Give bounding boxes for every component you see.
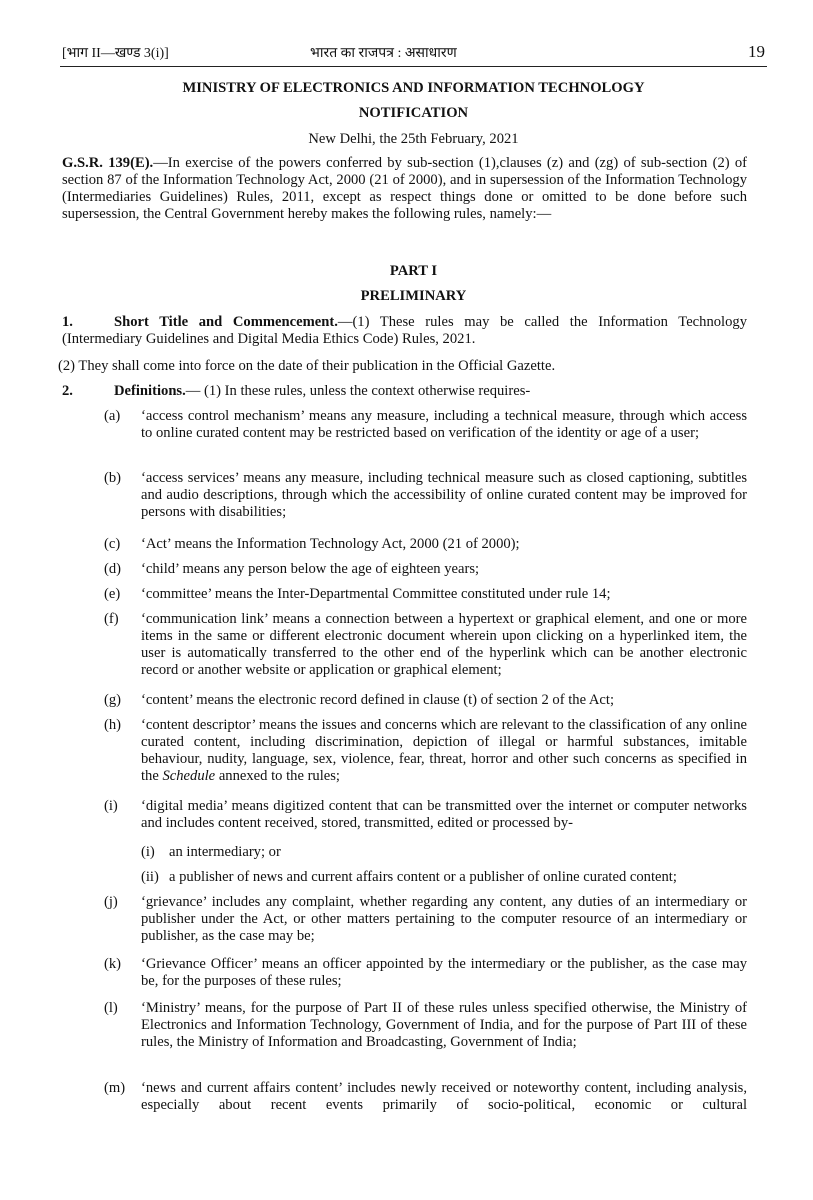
clause-text: ‘content’ means the electronic record defined in clause (t) of section 2 of the Act;: [141, 692, 615, 708]
clause-text: ‘child’ means any person below the age of eighteen years;: [141, 561, 480, 577]
preamble: [62, 155, 747, 223]
part-heading: PART I: [389, 263, 438, 279]
clause-label: (f): [104, 611, 119, 627]
clause-label: (m): [104, 1080, 126, 1096]
clause-text: ‘Ministry’ means, for the purpose of Part II of these rules unless specified otherwise, the Ministry of Electronics and Information Technology, Government of India, and for the purpose of Part III of these rules, the Ministry of Information and Broadcasting, Government of India;: [141, 1000, 747, 1050]
rule-1-text: —(1) These rules may be called the Information Technology (Intermediary Guidelines and Digital Media Ethics Code) Rules, 2021.: [62, 314, 747, 347]
rule-2-text: — (1) In these rules, unless the context otherwise requires-: [185, 383, 531, 399]
subclause-text: an intermediary; or: [169, 844, 281, 860]
notification-title: NOTIFICATION: [358, 105, 469, 121]
rule-2: [114, 383, 799, 400]
clause-label: (l): [104, 1000, 118, 1016]
clause-text-part: ‘content descriptor’ means the issues and concerns which are relevant to the classification of any online curated content, including discrimination, depiction of illegal or harmful substances, imitable behaviour, nudity, language, sex, violence, fear, threat, horror and other such concerns as specified in the: [141, 717, 747, 784]
subclause-label: (ii): [141, 869, 159, 885]
clause-text: ‘digital media’ means digitized content that can be transmitted over the internet or computer networks and includes content received, stored, transmitted, edited or processed by-: [141, 798, 747, 831]
clause-text: ‘Grievance Officer’ means an officer appointed by the intermediary or the publisher, as the case may be, for the purposes of these rules;: [141, 956, 747, 989]
clause-text-part: annexed to the rules;: [215, 768, 340, 784]
clause-label: (i): [104, 798, 118, 814]
header-gazette-title: भारत का राजपत्र : असाधारण: [310, 46, 457, 61]
preamble-text: —In exercise of the powers conferred by sub-section (1),clauses (z) and (zg) of sub-section (2) of section 87 of the Information Technology Act, 2000 (21 of 2000), and in supersession of the Information Technology (Intermediaries Guidelines) Rules, 2011, except as respect things done or omitted to be done before such supersession, the Central Government hereby makes the following rules, namely:—: [62, 155, 748, 222]
clause-text: ‘news and current affairs content’ includes newly received or noteworthy content, including analysis, especially about recent events primarily of socio-political, economic or cultural: [141, 1080, 747, 1113]
rule-1-heading: Short Title and Commencement.: [114, 314, 338, 330]
clause-label: (k): [104, 956, 122, 972]
header-part-section: [भाग II—खण्ड 3(i)]: [62, 46, 169, 61]
dateline: New Delhi, the 25th February, 2021: [308, 131, 519, 147]
ministry-title: MINISTRY OF ELECTRONICS AND INFORMATION TECHNOLOGY: [182, 80, 645, 96]
clause-label: (a): [104, 408, 121, 424]
clause-label: (e): [104, 586, 121, 602]
subclause-label: (i): [141, 844, 155, 860]
clause-label: (g): [104, 692, 122, 708]
subclause-text: a publisher of news and current affairs content or a publisher of online curated content;: [169, 869, 677, 885]
rule-1-sub-2: (2) They shall come into force on the date of their publication in the Official Gazette.: [58, 358, 556, 374]
rule-2-number: 2.: [62, 383, 73, 399]
gsr-number: G.S.R. 139(E).: [62, 155, 154, 171]
clause-label: (b): [104, 470, 122, 486]
page-header: [60, 44, 767, 67]
clause-text: ‘access control mechanism’ means any measure, including a technical measure, through which access to online curated content may be restricted based on verification of the identity or age of a user;: [141, 408, 747, 441]
rule-2-heading: Definitions.: [114, 383, 186, 399]
clause-text: [141, 717, 747, 785]
rule-1: [62, 314, 747, 348]
clause-label: (j): [104, 894, 118, 910]
schedule-italic: Schedule: [162, 768, 216, 784]
clause-text: ‘communication link’ means a connection between a hypertext or graphical element, and one or more items in the same or different electronic document wherein upon clicking on a hyperlinked item, the user is automatically transferred to the other end of the hyperlink which can be another electronic record or another website or application or graphical element;: [141, 611, 747, 678]
clause-label: (d): [104, 561, 122, 577]
clause-text: ‘committee’ means the Inter-Departmental Committee constituted under rule 14;: [141, 586, 611, 602]
clause-text: ‘access services’ means any measure, including technical measure such as closed captioning, subtitles and audio descriptions, through which the accessibility of online curated content may be improved for persons with disabilities;: [141, 470, 747, 520]
clause-text: ‘grievance’ includes any complaint, whether regarding any content, any duties of an intermediary or publisher under the Act, or other matters pertaining to the computer resource of an intermediary or publisher, as the case may be;: [141, 894, 747, 944]
clause-text: ‘Act’ means the Information Technology Act, 2000 (21 of 2000);: [141, 536, 520, 552]
clause-label: (h): [104, 717, 122, 733]
rule-1-number: 1.: [62, 314, 73, 330]
part-title: PRELIMINARY: [360, 288, 467, 304]
clause-label: (c): [104, 536, 121, 552]
page-number: 19: [748, 42, 765, 61]
